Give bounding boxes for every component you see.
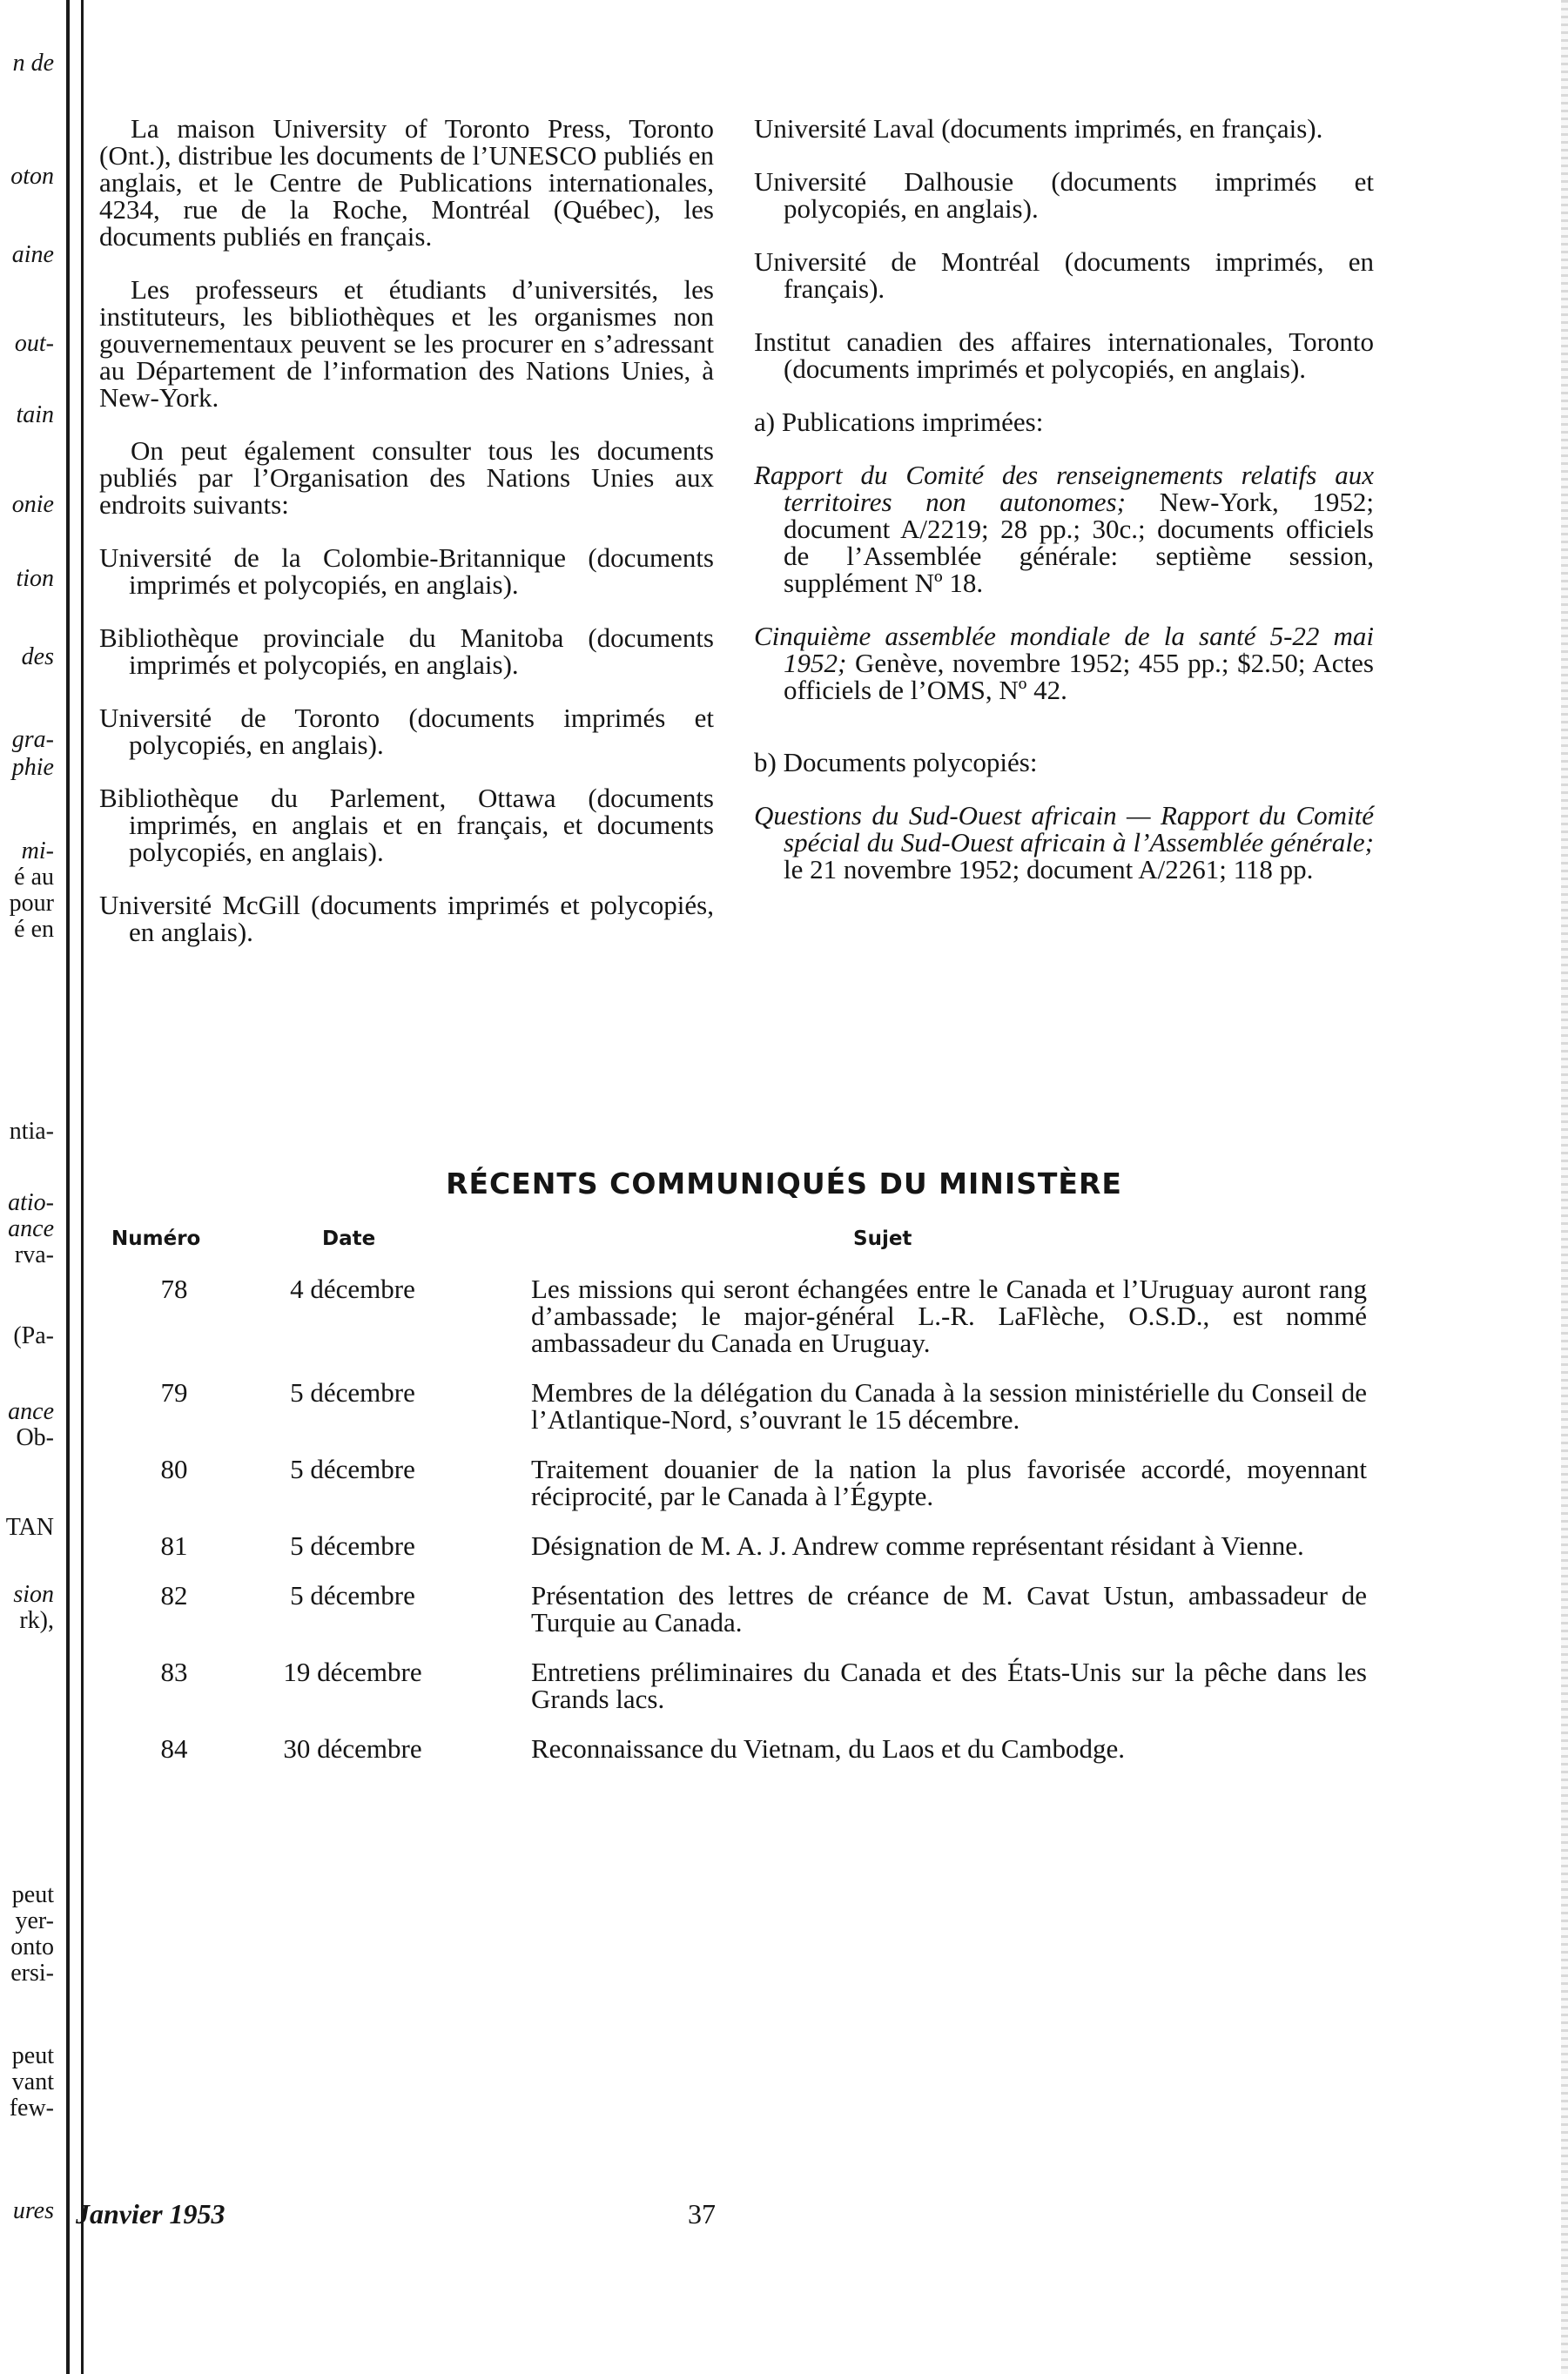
page-number: 37: [688, 2198, 716, 2229]
communique-subject: Membres de la délégation du Canada à la session ministérielle du Conseil de l’Atlantique-Nord, s’ouvrant le 15 décembre.: [531, 1377, 1367, 1435]
communique-subject: Présentation des lettres de créance de M. Cavat Ustun, ambassadeur de Turquie au Canada.: [531, 1580, 1367, 1638]
margin-fragment: ersi-: [10, 1960, 54, 1987]
paragraph-consultation: On peut également consulter tous les documents publiés par l’Organisation des Nations Unies aux endroits suivants:: [99, 435, 714, 520]
list-item: Université Dalhousie (documents imprimés et polycopiés, en anglais).: [754, 166, 1374, 224]
margin-fragment: tain: [16, 401, 54, 428]
publication-title: Cinquième assemblée mondiale de la santé 5-22 mai 1952;: [754, 621, 1374, 678]
list-item: Université Laval (documents imprimés, en français).: [754, 113, 1323, 144]
communique-number: 83: [160, 1657, 188, 1687]
communique-number: 79: [160, 1377, 188, 1408]
publication-details: Genève, novembre 1952; 455 pp.; $2.50; Actes officiels de l’OMS, Nº 42.: [784, 648, 1374, 705]
margin-fragment: gra-: [11, 726, 54, 753]
communique-date: 5 décembre: [290, 1580, 415, 1611]
margin-fragment: ntia-: [9, 1118, 54, 1145]
margin-fragment: onto: [10, 1933, 54, 1960]
margin-fragment: yer-: [15, 1907, 54, 1934]
margin-fragment: mi-: [21, 837, 54, 864]
communique-number: 81: [160, 1530, 188, 1561]
column-header-subject: Sujet: [853, 1227, 912, 1250]
publication-details: New-York, 1952; document A/2219; 28 pp.; 30c.; documents officiels de l’Assemblée générale: septième session, supplément Nº 18.: [784, 487, 1374, 598]
section-label-printed: a) Publications imprimées:: [754, 407, 1044, 437]
table-row: [96, 1582, 1367, 1636]
communique-date: 5 décembre: [290, 1530, 415, 1561]
list-item: Bibliothèque provinciale du Manitoba (documents imprimés et polycopiés, en anglais).: [99, 622, 714, 680]
margin-fragment: é en: [14, 916, 54, 943]
publication-title: Questions du Sud-Ouest africain — Rapport du Comité spécial du Sud-Ouest africain à l’Assemblée générale;: [754, 800, 1374, 857]
table-row: [96, 1275, 1367, 1356]
margin-fragment: é au: [14, 864, 54, 891]
margin-fragment: vant: [11, 2068, 54, 2095]
table-row: [96, 1379, 1367, 1433]
paragraph-distribution: La maison University of Toronto Press, Toronto (Ont.), distribue les documents de l’UNESCO publiés en anglais, et le Centre de Publications internationales, 4234, rue de la Roche, Montréal (Québec), les documents publiés en français.: [99, 113, 714, 252]
publication-entry: [754, 802, 1374, 883]
table-row: [96, 1735, 1367, 1762]
communique-date: 5 décembre: [290, 1454, 415, 1484]
margin-fragment: n de: [12, 50, 54, 77]
margin-fragment: tion: [16, 565, 54, 592]
list-item: Université de Montréal (documents imprimés, en français).: [754, 246, 1374, 304]
left-column: [99, 115, 714, 945]
margin-fragment: peut: [11, 1881, 54, 1908]
margin-fragment: phie: [11, 754, 54, 781]
margin-fragment: rva-: [14, 1241, 54, 1268]
section-label-mimeographed: b) Documents polycopiés:: [754, 747, 1038, 777]
margin-fragment: peut: [11, 2042, 54, 2069]
communique-number: 82: [160, 1580, 188, 1611]
table-row: [96, 1532, 1367, 1559]
communiques-table: [96, 1275, 1367, 1762]
list-item: Institut canadien des affaires internationales, Toronto (documents imprimés et polycopiés, en anglais).: [754, 326, 1374, 384]
issue-date: Janvier 1953: [76, 2198, 225, 2229]
communique-subject: Reconnaissance du Vietnam, du Laos et du Cambodge.: [531, 1733, 1125, 1764]
paragraph-professors: Les professeurs et étudiants d’universités, les instituteurs, les bibliothèques et les organismes non gouvernementaux peuvent se les procurer en s’adressant au Département de l’information des Nations Unies, à New-York.: [99, 274, 714, 413]
communique-number: 84: [160, 1733, 188, 1764]
margin-fragment: onie: [11, 491, 54, 518]
margin-fragment: ures: [12, 2197, 54, 2224]
communique-subject: Traitement douanier de la nation la plus favorisée accordé, moyennant réciprocité, par le Canada à l’Égypte.: [531, 1454, 1367, 1511]
publication-entry: [754, 461, 1374, 596]
communique-subject: Les missions qui seront échangées entre le Canada et l’Uruguay auront rang d’ambassade; le major-général L.-R. LaFlèche, O.S.D., est nommé ambassadeur du Canada en Uruguay.: [531, 1274, 1367, 1358]
column-header-number: Numéro: [111, 1227, 201, 1250]
table-row: [96, 1658, 1367, 1712]
communique-number: 80: [160, 1454, 188, 1484]
communique-number: 78: [160, 1274, 188, 1304]
publication-title: Rapport du Comité des renseignements relatifs aux territoires non autonomes;: [754, 460, 1374, 517]
margin-fragment: aine: [11, 241, 54, 268]
margin-fragment: atio-: [8, 1189, 54, 1216]
margin-fragment: ance: [8, 1215, 54, 1242]
communique-date: 30 décembre: [283, 1733, 422, 1764]
publication-details: le 21 novembre 1952; document A/2261; 118 pp.: [784, 854, 1314, 884]
right-column: [754, 115, 1374, 883]
margin-fragment: (Pa-: [13, 1322, 54, 1349]
communique-date: 5 décembre: [290, 1377, 415, 1408]
margin-fragment: oton: [10, 163, 54, 190]
margin-fragment: des: [21, 643, 54, 670]
margin-fragment: ance: [8, 1398, 54, 1425]
margin-fragment: rk),: [19, 1607, 54, 1634]
list-item: Bibliothèque du Parlement, Ottawa (documents imprimés, en anglais et en français, et documents polycopiés, en anglais).: [99, 783, 714, 867]
section-heading: RÉCENTS COMMUNIQUÉS DU MINISTÈRE: [446, 1167, 1122, 1200]
margin-fragment: pour: [9, 890, 54, 917]
communique-subject: Entretiens préliminaires du Canada et des États-Unis sur la pêche dans les Grands lacs.: [531, 1657, 1367, 1714]
list-item: Université de Toronto (documents imprimés et polycopiés, en anglais).: [99, 703, 714, 760]
communique-subject: Désignation de M. A. J. Andrew comme représentant résidant à Vienne.: [531, 1530, 1304, 1561]
table-row: [96, 1456, 1367, 1510]
margin-fragment: few-: [9, 2095, 54, 2122]
communique-date: 4 décembre: [290, 1274, 415, 1304]
list-item: Université de la Colombie-Britannique (documents imprimés et polycopiés, en anglais).: [99, 542, 714, 600]
margin-fragment: TAN: [5, 1514, 54, 1541]
list-item: Université McGill (documents imprimés et polycopiés, en anglais).: [99, 890, 714, 947]
margin-fragment: sion: [13, 1581, 54, 1608]
margin-fragment: Ob-: [16, 1424, 54, 1451]
publication-entry: [754, 622, 1374, 703]
column-header-date: Date: [322, 1227, 376, 1250]
communique-date: 19 décembre: [283, 1657, 422, 1687]
margin-fragment: out-: [14, 330, 54, 357]
